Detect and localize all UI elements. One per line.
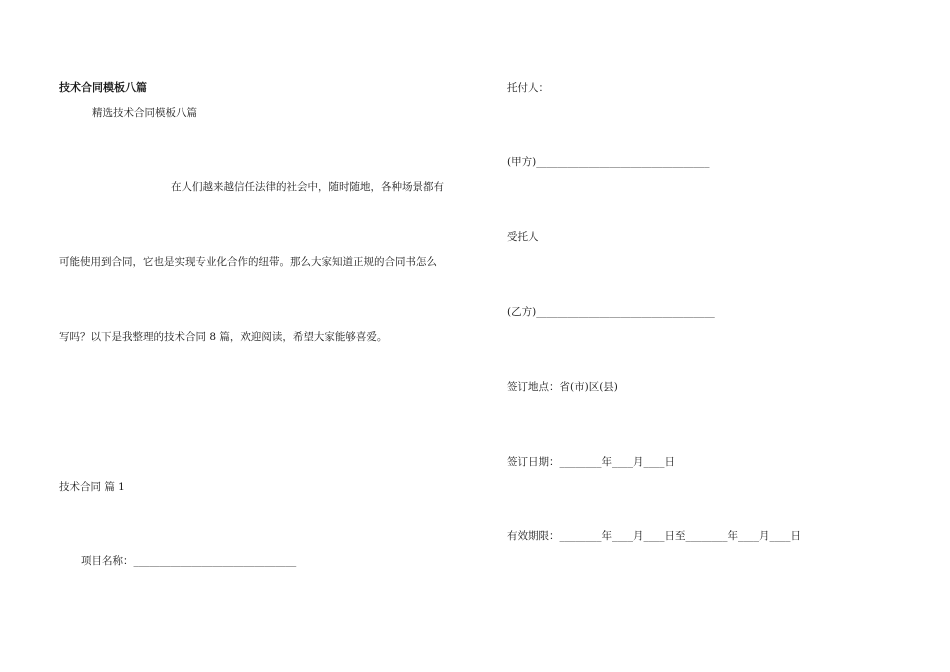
valid-period-field: 有效期限：________年____月____日至________年____月____日 [507, 530, 801, 542]
document-subtitle: 精选技术合同模板八篇 [92, 107, 197, 119]
party-a-field: (甲方)_________________________________ [507, 156, 710, 168]
intro-paragraph-line-3: 写吗？以下是我整理的技术合同 8 篇，欢迎阅读，希望大家能够喜爱。 [59, 331, 388, 343]
project-name-field: 项目名称：_______________________________ [81, 555, 297, 567]
party-b-field: (乙方)__________________________________ [507, 306, 715, 318]
intro-paragraph-line-2: 可能使用到合同，它也是实现专业化合作的纽带。那么大家知道正规的合同书怎么 [59, 256, 437, 268]
trustee-label: 受托人 [507, 231, 539, 243]
sign-date-field: 签订日期：________年____月____日 [507, 456, 675, 468]
sign-place-field: 签订地点：省(市)区(县) [507, 381, 618, 393]
section-heading: 技术合同 篇 1 [59, 481, 125, 493]
client-label: 托付人： [507, 82, 549, 94]
intro-paragraph-line-1: 在人们越来越信任法律的社会中，随时随地，各种场景都有 [171, 181, 444, 193]
document-title: 技术合同模板八篇 [59, 81, 147, 94]
